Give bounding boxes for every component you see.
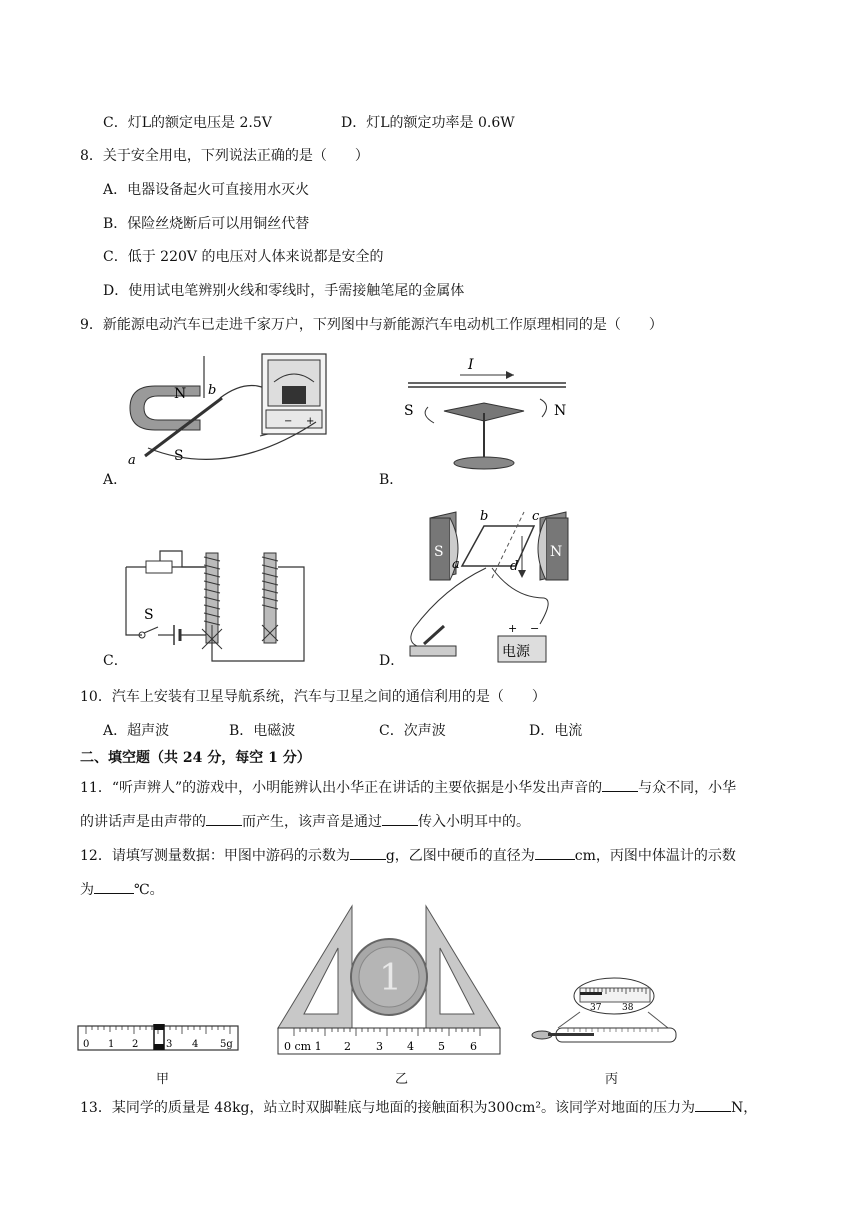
fig-d-label-minus: − bbox=[530, 622, 540, 635]
q12-figure-jia-ruler bbox=[76, 1020, 242, 1054]
ruler-yi-tick-4: 4 bbox=[407, 1040, 414, 1053]
q12-figure-yi bbox=[276, 904, 506, 1058]
q12-line1 bbox=[80, 845, 736, 866]
fig-d-label-c: c bbox=[532, 509, 540, 524]
q12-blank-2 bbox=[535, 845, 575, 860]
q13-line1 bbox=[80, 1097, 757, 1118]
q11-text-3: 的讲话声是由声带的 bbox=[80, 814, 206, 830]
fig-b-label-n: N bbox=[554, 403, 567, 419]
thermo-tick-38: 38 bbox=[622, 1003, 634, 1013]
q7-option-c: C．灯L的额定电压是 2.5V bbox=[103, 115, 272, 131]
q10-option-b: B．电磁波 bbox=[229, 723, 296, 739]
q11-text-2: 与众不同，小华 bbox=[638, 780, 737, 796]
svg-text:1: 1 bbox=[379, 958, 402, 999]
q8-option-d: D．使用试电笔辨别火线和零线时，手需接触笔尾的金属体 bbox=[103, 283, 465, 299]
fig-d-label-s: S bbox=[434, 544, 444, 560]
section-heading: 二、填空题（共 24 分，每空 1 分） bbox=[80, 750, 311, 766]
fig-d-label-b: b bbox=[480, 509, 489, 524]
q13-blank-1 bbox=[695, 1097, 731, 1112]
q7-option-d: D．灯L的额定功率是 0.6W bbox=[341, 115, 515, 131]
fig-b-label-i: I bbox=[468, 357, 474, 373]
q12-text-5: ℃。 bbox=[134, 882, 164, 898]
ruler-yi-tick-0: 0 cm 1 bbox=[284, 1040, 322, 1053]
ruler-yi-tick-3: 3 bbox=[376, 1040, 383, 1053]
ruler-jia-tick-2: 2 bbox=[132, 1039, 139, 1050]
thermo-tick-37: 37 bbox=[590, 1003, 602, 1013]
fig-c-label-s: S bbox=[144, 607, 154, 623]
ruler-jia-tick-5: 5g bbox=[220, 1039, 233, 1050]
q12-caption-bing: 丙 bbox=[605, 1072, 619, 1087]
fig-a-label-b: b bbox=[208, 383, 217, 398]
q8-stem: 8．关于安全用电，下列说法正确的是（ ） bbox=[80, 148, 369, 164]
fig-d-label-plus: + bbox=[508, 622, 518, 635]
fig-d-label-power: 电源 bbox=[502, 644, 530, 660]
ruler-jia-tick-1: 1 bbox=[108, 1039, 115, 1050]
q12-figure-bing-thermometer bbox=[528, 976, 684, 1048]
q11-text-4: 而产生，该声音是通过 bbox=[242, 814, 382, 830]
ruler-yi-tick-6: 6 bbox=[470, 1040, 477, 1053]
q12-text-4: 为 bbox=[80, 882, 94, 898]
q11-text-5: 传入小明耳中的。 bbox=[418, 814, 530, 830]
q12-caption-yi: 乙 bbox=[395, 1072, 409, 1087]
fig-a-wire bbox=[138, 420, 328, 470]
fig-d-label-n: N bbox=[550, 544, 563, 560]
q8-option-b: B．保险丝烧断后可以用铜丝代替 bbox=[103, 216, 310, 232]
q11-blank-3 bbox=[382, 811, 418, 826]
fig-d-label-d: d bbox=[510, 559, 519, 574]
q10-option-c: C．次声波 bbox=[379, 723, 446, 739]
fig-d-label-a: a bbox=[452, 557, 460, 572]
q9-figure-b bbox=[400, 353, 580, 473]
q11-blank-1 bbox=[602, 777, 638, 792]
q9-label-a: A． bbox=[103, 472, 128, 488]
q9-label-b: B． bbox=[379, 472, 404, 488]
q11-blank-2 bbox=[206, 811, 242, 826]
q9-label-d: D． bbox=[379, 653, 405, 669]
q10-option-a: A．超声波 bbox=[103, 723, 170, 739]
ruler-jia-tick-0: 0 bbox=[83, 1039, 90, 1050]
q12-caption-jia: 甲 bbox=[156, 1072, 170, 1087]
q12-text-1: 12．请填写测量数据：甲图中游码的示数为 bbox=[80, 848, 350, 864]
q10-option-d: D．电流 bbox=[529, 723, 583, 739]
ruler-yi-tick-2: 2 bbox=[344, 1040, 351, 1053]
q8-option-a: A．电器设备起火可直接用水灭火 bbox=[103, 182, 310, 198]
q9-figure-c bbox=[118, 545, 318, 665]
q10-stem: 10．汽车上安装有卫星导航系统，汽车与卫星之间的通信利用的是（ ） bbox=[80, 689, 546, 705]
svg-text:−: − bbox=[284, 416, 293, 427]
fig-a-label-s: S bbox=[174, 448, 184, 464]
q9-stem: 9．新能源电动汽车已走进千家万户，下列图中与新能源汽车电动机工作原理相同的是（ ） bbox=[80, 317, 663, 333]
ruler-yi-tick-5: 5 bbox=[438, 1040, 445, 1053]
q11-text-1: 11．“听声辨人”的游戏中，小明能辨认出小华正在讲话的主要依据是小华发出声音的 bbox=[80, 780, 603, 796]
q12-text-2: g，乙图中硬币的直径为 bbox=[385, 848, 535, 864]
q12-blank-3 bbox=[94, 879, 134, 894]
svg-text:+: + bbox=[306, 416, 315, 427]
q9-label-c: C． bbox=[103, 653, 128, 669]
q9-figure-d bbox=[404, 508, 584, 668]
q13-text-2: N， bbox=[730, 1100, 758, 1116]
q13-text-1: 13．某同学的质量是 48kg，站立时双脚鞋底与地面的接触面积为300cm²。该同学对地面的压力为 bbox=[80, 1100, 695, 1116]
ruler-jia-tick-3: 3 bbox=[166, 1039, 173, 1050]
fig-a-label-n: N bbox=[174, 386, 187, 402]
q8-option-c: C．低于 220V 的电压对人体来说都是安全的 bbox=[103, 249, 384, 265]
q11-line2 bbox=[80, 811, 530, 832]
q11-line1 bbox=[80, 777, 736, 798]
q12-text-3: cm，丙图中体温计的示数 bbox=[574, 848, 736, 864]
ruler-jia-tick-4: 4 bbox=[192, 1039, 199, 1050]
q12-blank-1 bbox=[350, 845, 386, 860]
fig-a-label-a: a bbox=[128, 453, 136, 468]
fig-b-label-s: S bbox=[404, 403, 414, 419]
q12-line2 bbox=[80, 879, 164, 900]
